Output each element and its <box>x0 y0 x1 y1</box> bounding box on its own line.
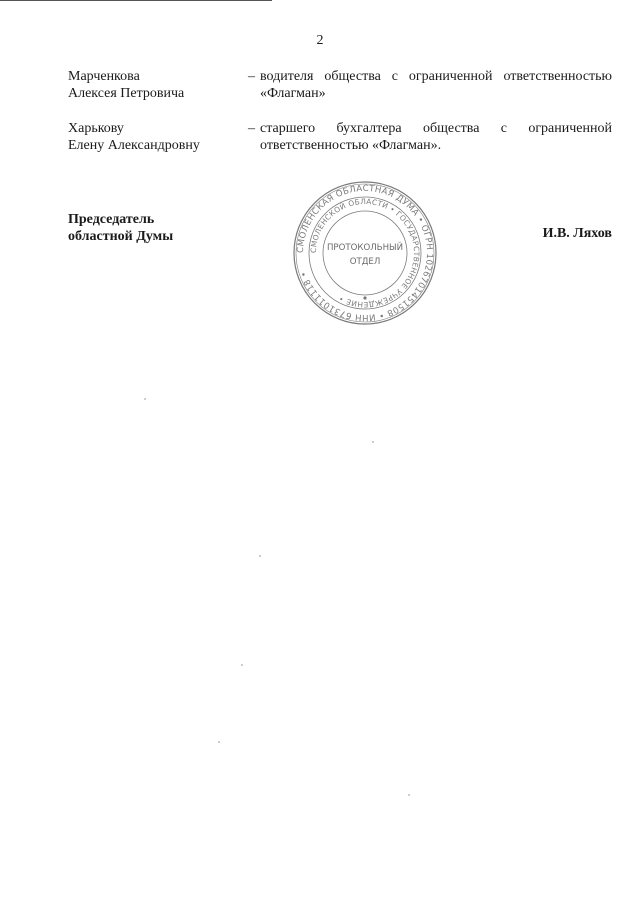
dash-separator: – <box>248 121 255 136</box>
person-name <box>68 120 248 154</box>
seal-dot <box>363 296 366 299</box>
signatory-title-line-2: областной Думы <box>68 229 174 244</box>
dash-separator: – <box>248 69 255 84</box>
seal-inner-circle <box>323 211 407 295</box>
person-given-names: Алексея Петровича <box>68 86 185 101</box>
person-surname: Марченкова <box>68 69 140 84</box>
seal-center-line-1: ПРОТОКОЛЬНЫЙ <box>326 243 404 253</box>
top-edge-rule <box>0 0 272 1</box>
official-seal <box>292 180 438 326</box>
person-given-names: Елену Александровну <box>68 138 200 153</box>
signatory-title <box>68 211 173 245</box>
scan-speck <box>144 398 146 400</box>
person-role: старшего бухгалтера общества с ограниченной ответственностью «Флагман». <box>260 121 612 153</box>
person-role: водителя общества с ограниченной ответственностью «Флагман» <box>260 69 612 101</box>
seal-center-line-2: ОТДЕЛ <box>349 257 381 267</box>
page-number: 2 <box>316 33 324 48</box>
scan-speck <box>218 741 220 743</box>
signatory-name: И.В. Ляхов <box>542 226 612 241</box>
scan-speck <box>241 664 243 666</box>
seal-outer-ring-text: СМОЛЕНСКАЯ ОБЛАСТНАЯ ДУМА • ОГРН 1026701451508 • ИНН 6731011118 • <box>295 183 435 323</box>
person-name <box>68 68 248 102</box>
seal-inner-ring-text: СМОЛЕНСКОЙ ОБЛАСТИ • ГОСУДАРСТВЕННОЕ УЧРЕЖДЕНИЕ • <box>308 196 422 310</box>
scan-speck <box>408 794 410 796</box>
signatory-title-line-1: Председатель <box>68 212 155 227</box>
scan-speck <box>259 555 261 557</box>
person-surname: Харькову <box>68 121 124 136</box>
seal-graphic <box>292 180 438 326</box>
scan-speck <box>372 441 374 443</box>
